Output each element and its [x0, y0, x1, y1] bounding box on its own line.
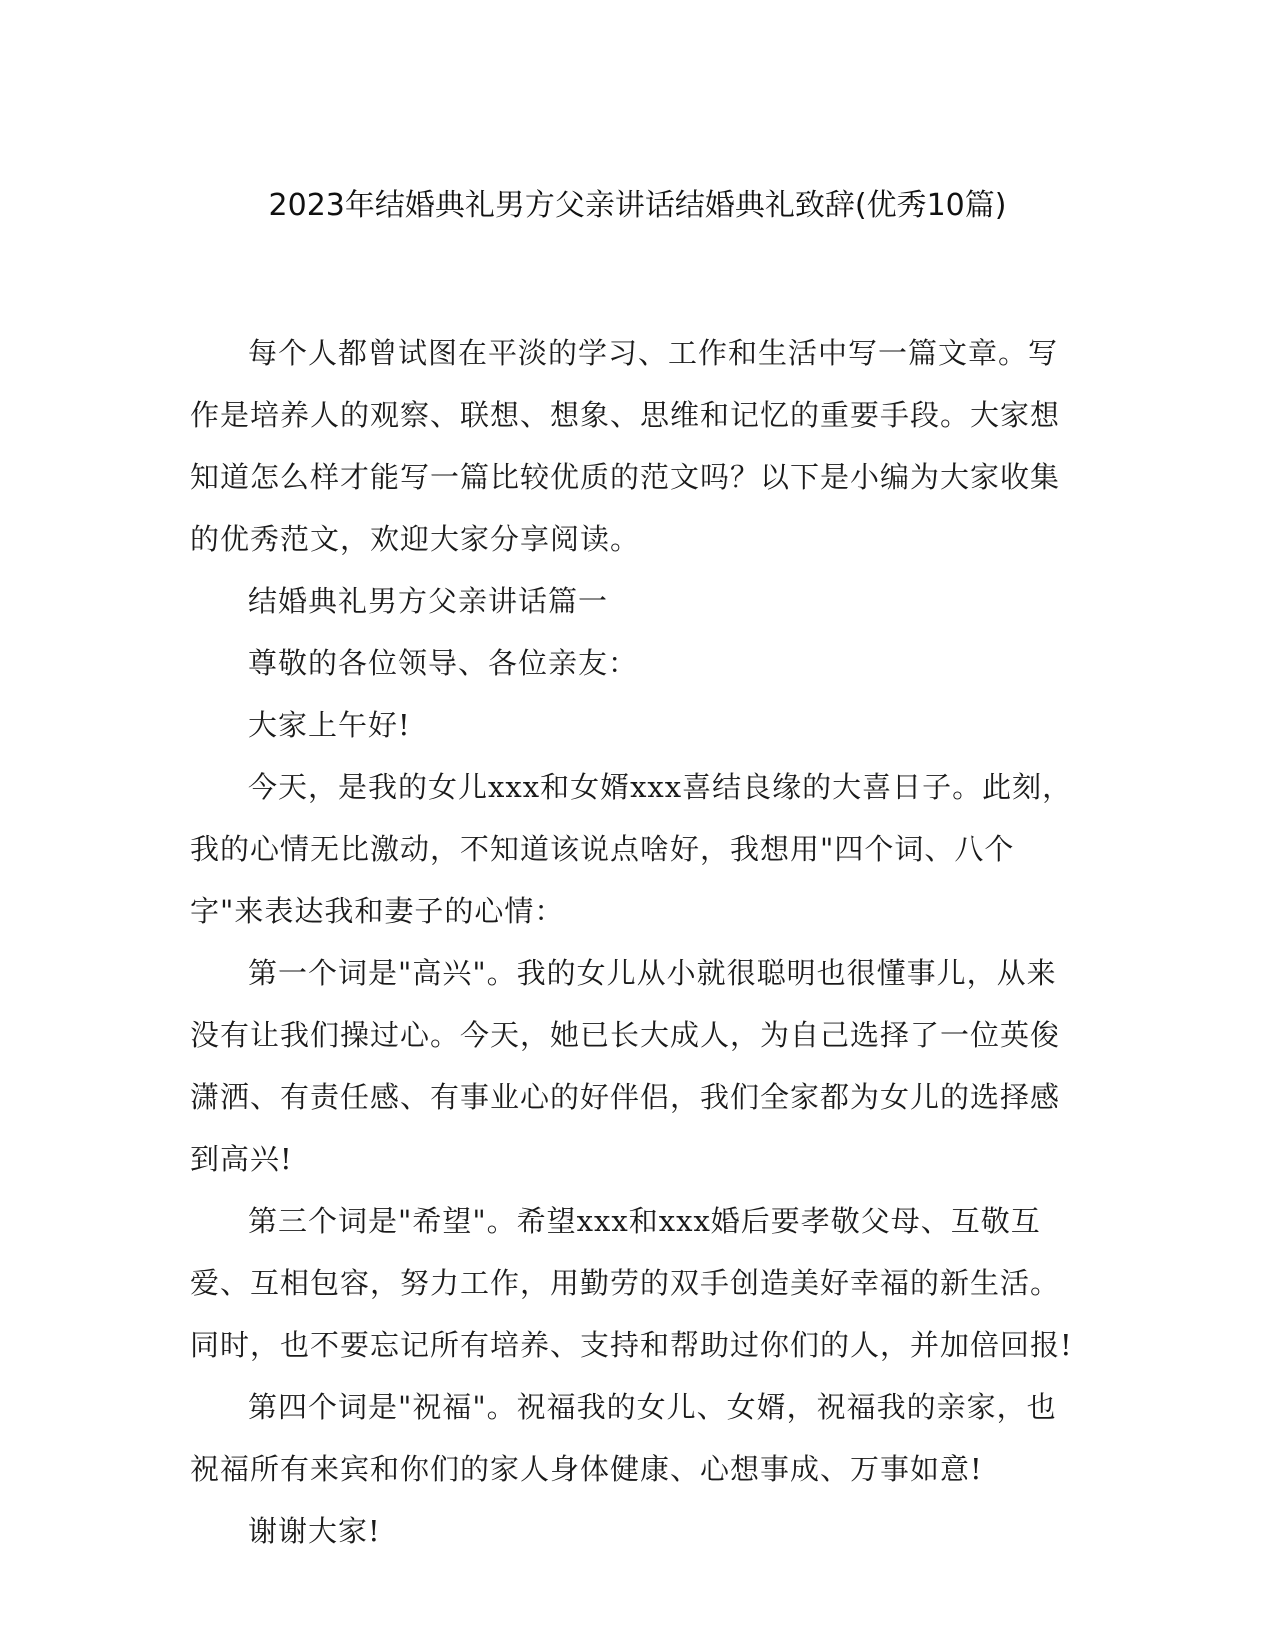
closing-line: 谢谢大家! — [248, 1514, 381, 1548]
speech-paragraph: 第四个词是"祝福"。祝福我的女儿、女婿，祝福我的亲家，也祝福所有来宾和你们的家人身体健康、心想事成、万事如意! — [190, 1390, 1057, 1486]
speech-paragraph: 第一个词是"高兴"。我的女儿从小就很聪明也很懂事儿，从来没有让我们操过心。今天，她已长大成人，为自己选择了一位英俊潇洒、有责任感、有事业心的好伴侣，我们全家都为女儿的选择感到高兴! — [190, 956, 1061, 1176]
document-body — [190, 322, 1082, 1562]
intro-paragraph: 每个人都曾试图在平淡的学习、工作和生活中写一篇文章。写作是培养人的观察、联想、想象、思维和记忆的重要手段。大家想知道怎么样才能写一篇比较优质的范文吗？以下是小编为大家收集的优秀范文，欢迎大家分享阅读。 — [190, 336, 1061, 556]
speech-paragraph: 第三个词是"希望"。希望xxx和xxx婚后要孝敬父母、互敬互爱、互相包容，努力工作，用勤劳的双手创造美好幸福的新生活。同时，也不要忘记所有培养、支持和帮助过你们的人，并加倍回报! — [190, 1204, 1073, 1362]
document-title: 2023年结婚典礼男方父亲讲话结婚典礼致辞(优秀10篇) — [268, 188, 1007, 223]
section-heading: 结婚典礼男方父亲讲话篇一 — [248, 584, 609, 618]
speech-paragraph: 今天，是我的女儿xxx和女婿xxx喜结良缘的大喜日子。此刻，我的心情无比激动，不知道该说点啥好，我想用"四个词、八个字"来表达我和妻子的心情： — [190, 770, 1073, 928]
greeting: 大家上午好! — [248, 708, 411, 742]
salutation: 尊敬的各位领导、各位亲友： — [248, 646, 639, 680]
